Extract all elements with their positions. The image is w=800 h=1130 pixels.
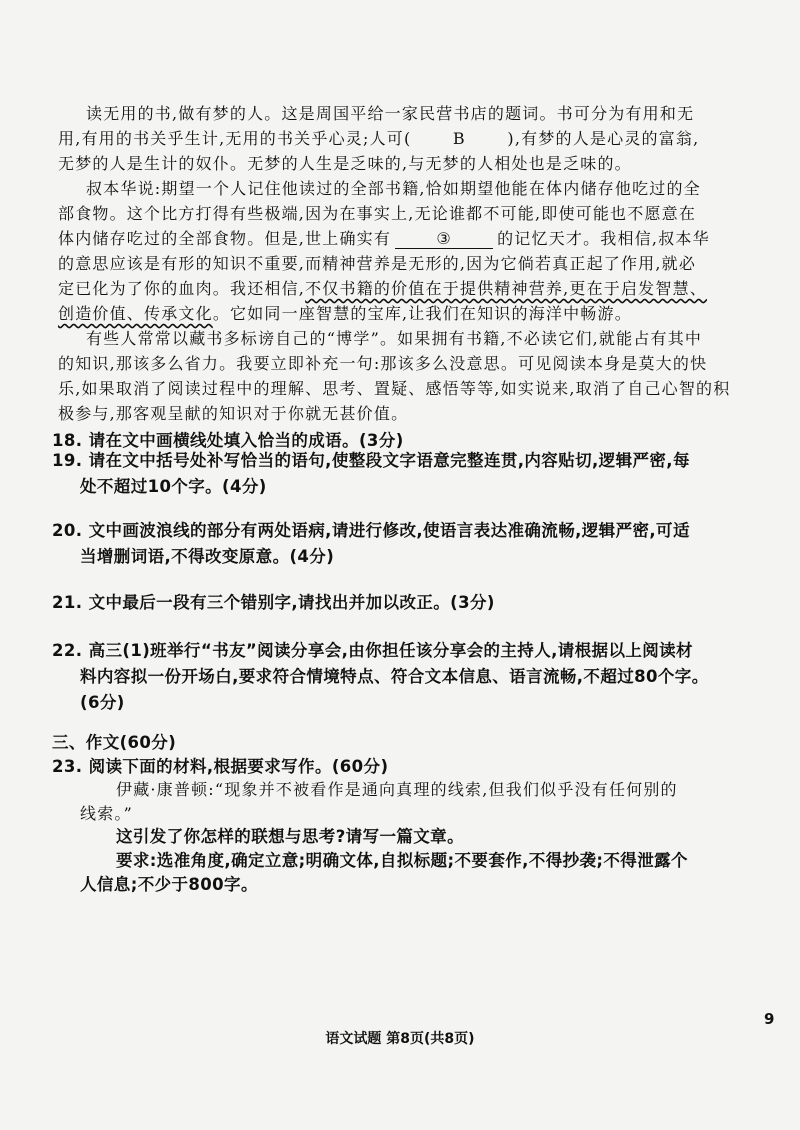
passage-p2-line1: 叔本华说:期望一个人记住他读过的全部书籍,恰如期望他能在体内储存他吃过的全 [86, 179, 701, 198]
question-19-line2: 处不超过10个字。(4分) [80, 477, 267, 496]
wavy-underlined-text: 不仅书籍的价值在于提供精神营养,更在于启发智慧、 [305, 279, 707, 298]
passage-p1-line1: 读无用的书,做有梦的人。这是周国平给一家民营书店的题词。书可分为有用和无 [86, 104, 695, 123]
essay-requirements-line2: 人信息;不少于800字。 [80, 875, 258, 894]
question-21: 21. 文中最后一段有三个错别字,请找出并加以改正。(3分) [52, 593, 495, 612]
essay-prompt: 这引发了你怎样的联想与思考?请写一篇文章。 [116, 827, 464, 846]
passage-p2-line3 [58, 228, 710, 250]
essay-quote-line1: 伊藏·康普顿:“现象并不被看作是通向真理的线索,但我们似乎没有任何别的 [116, 780, 678, 799]
passage-text: ),有梦的人是心灵的富翁, [507, 129, 700, 148]
page-number: 9 [764, 1010, 775, 1028]
page-footer: 语文试题 第8页(共8页) [325, 1031, 475, 1047]
question-22-line2: 料内容拟一份开场白,要求符合情境特点、符合文本信息、语言流畅,不超过80个字。 [80, 667, 709, 686]
question-20-line2: 当增删词语,不得改变原意。(4分) [80, 547, 335, 566]
passage-p3-line2: 的知识,那该多么省力。我要立即补充一句:那该多么没意思。可见阅读本身是莫大的快 [58, 354, 708, 373]
essay-requirements-line1: 要求:选准角度,确定立意;明确文体,自拟标题;不要套作,不得抄袭;不得泄露个 [116, 851, 688, 870]
passage-p1-line2 [58, 128, 699, 150]
passage-p1-line3: 无梦的人是生计的奴仆。无梦的人生是乏味的,与无梦的人相处也是乏味的。 [58, 154, 632, 173]
passage-p2-line6 [58, 303, 632, 325]
fill-blank-3: ③ [395, 230, 493, 249]
question-22-line3: (6分) [80, 693, 125, 712]
passage-text: 体内储存吃过的全部食物。但是,世上确实有 [58, 229, 392, 248]
question-20-line1: 20. 文中画波浪线的部分有两处语病,请进行修改,使语言表达准确流畅,逻辑严密,可适 [52, 521, 690, 540]
essay-section-heading: 三、作文(60分) [52, 733, 177, 752]
question-22-line1: 22. 高三(1)班举行“书友”阅读分享会,由你担任该分享会的主持人,请根据以上阅读材 [52, 641, 693, 660]
passage-p3-line3: 乐,如果取消了阅读过程中的理解、思考、置疑、感悟等等,如实说来,取消了自己心智的积 [58, 379, 731, 398]
answer-parenthesis-b: B [452, 129, 466, 148]
passage-p2-line4: 的意思应该是有形的知识不重要,而精神营养是无形的,因为它倘若真正起了作用,就必 [58, 254, 697, 273]
question-23: 23. 阅读下面的材料,根据要求写作。(60分) [52, 757, 389, 776]
passage-p2-line5 [58, 278, 707, 300]
passage-text: 定已化为了你的血肉。我还相信, [58, 279, 306, 298]
question-19-line1: 19. 请在文中括号处补写恰当的语句,使整段文字语意完整连贯,内容贴切,逻辑严密,每 [52, 451, 690, 470]
passage-p3-line1: 有些人常常以藏书多标谤自己的“博学”。如果拥有书籍,不必读它们,就能占有其中 [86, 329, 703, 348]
essay-quote-line2: 线索。” [80, 804, 133, 823]
passage-text: 用,有用的书关乎生计,无用的书关乎心灵;人可( [58, 129, 412, 148]
passage-p2-line2: 部食物。这个比方打得有些极端,因为在事实上,无论谁都不可能,即使可能也不愿意在 [58, 204, 697, 223]
passage-text: 的记忆天才。我相信,叔本华 [497, 229, 710, 248]
wavy-underlined-text: 创造价值、传承文化 [58, 304, 213, 323]
passage-p3-line4: 极参与,那客观呈献的知识对于你就无甚价值。 [58, 404, 409, 423]
passage-text: 。它如同一座智慧的宝库,让我们在知识的海洋中畅游。 [212, 304, 632, 323]
question-18: 18. 请在文中画横线处填入恰当的成语。(3分) [52, 431, 404, 450]
